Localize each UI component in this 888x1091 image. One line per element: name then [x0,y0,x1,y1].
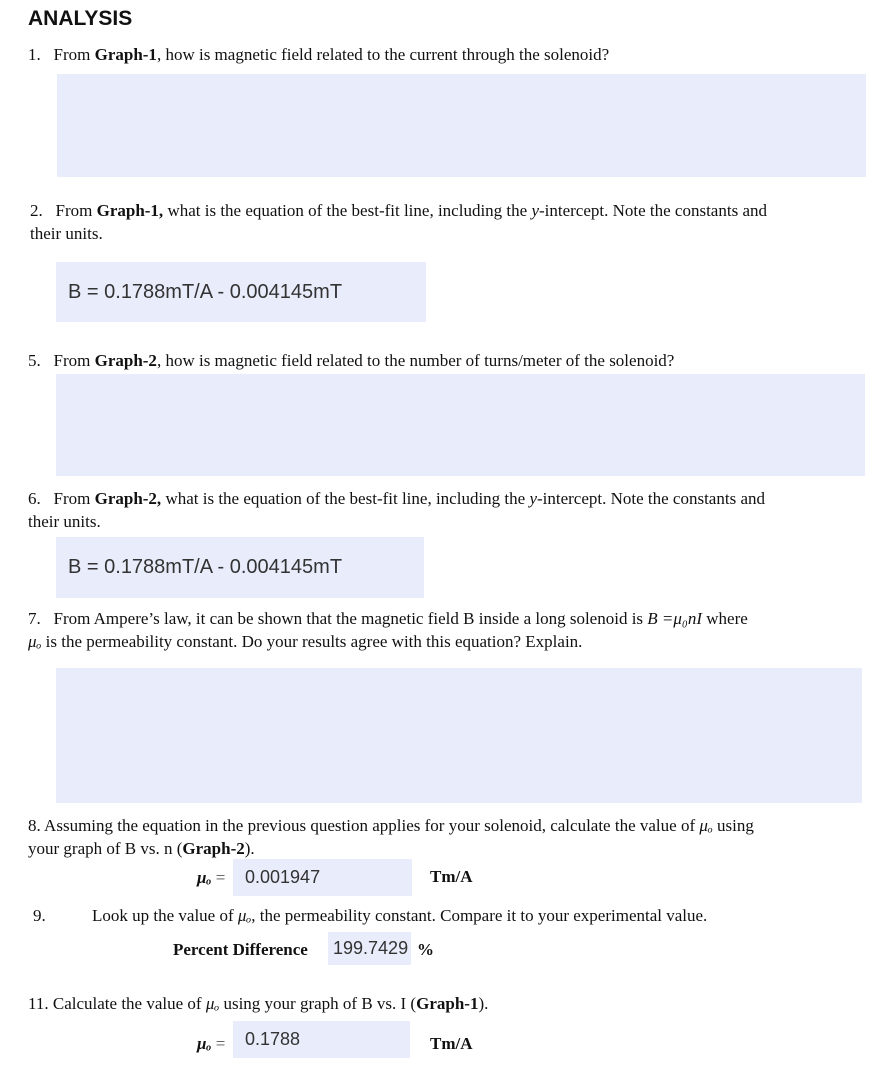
question-9 [33,904,46,927]
answer-6-field[interactable] [56,537,424,598]
question-number: 9. [33,906,46,925]
question-text: , how is magnetic field related to the current through the solenoid? [156,45,610,64]
mu-symbol: μₒ [205,994,220,1013]
graph-ref: Graph-2, [94,489,162,508]
mu-value-8-field[interactable] [233,859,412,896]
answer-1-field[interactable] [57,74,866,177]
question-text: where [702,609,748,628]
question-text-line2: is the permeability constant. Do your results agree with this equation? Explain. [41,632,583,651]
question-text: Look up the value of [92,906,238,925]
percent-unit: % [417,940,434,959]
question-11 [28,992,488,1015]
question-text-line2: your graph of B vs. n ( [28,839,183,858]
mu-value-11-field[interactable] [233,1021,410,1058]
question-text-line2: their units. [28,512,101,531]
graph-ref: Graph-2 [94,351,157,370]
question-text: using [712,816,754,835]
question-text: what is the equation of the best-fit line, including the [163,201,532,220]
question-2 [30,199,880,245]
mu-label-8 [197,866,225,889]
graph-ref: Graph-2 [182,839,245,858]
question-text: Assuming the equation in the previous question applies for your solenoid, calculate the value of [40,816,700,835]
question-number: 1. [28,45,41,64]
question-text: , the permeability constant. Compare it to your experimental value. [251,906,708,925]
mu-symbol: μₒ [197,868,212,887]
question-number: 6. [28,489,41,508]
graph-ref: Graph-1 [416,994,479,1013]
question-5 [28,349,674,372]
question-number: 2. [30,201,43,220]
unit-label: Tm/A [430,1034,473,1053]
question-text: From [53,489,95,508]
mu-symbol: μₒ [699,816,713,835]
question-9-text [92,904,707,927]
question-text: ). [244,839,255,858]
page-heading: ANALYSIS [28,7,133,30]
question-text: ). [478,994,489,1013]
answer-7-field[interactable] [56,668,862,803]
answer-5-field[interactable] [56,374,865,476]
graph-ref: Graph-1 [94,45,157,64]
question-1 [28,43,609,66]
y-variable: y [531,201,539,220]
question-number: 11. [28,994,49,1013]
question-text: From [53,351,95,370]
mu-symbol: μₒ [197,1034,212,1053]
unit-label: Tm/A [430,867,473,886]
mu-symbol: μₒ [28,632,42,651]
question-7 [28,607,878,653]
question-text: -intercept. Note the constants and [538,201,767,220]
question-text: -intercept. Note the constants and [536,489,765,508]
question-6 [28,487,878,533]
percent-difference-label: Percent Difference [173,940,308,959]
question-text-line2: their units. [30,224,103,243]
solenoid-equation: B =μ₀nI [647,609,703,628]
question-text: what is the equation of the best-fit line, including the [161,489,530,508]
equals-sign: = [211,868,226,887]
y-variable: y [529,489,537,508]
question-8 [28,814,878,860]
question-number: 7. [28,609,41,628]
mu-label-11 [197,1032,225,1055]
question-text: using your graph of B vs. I ( [219,994,417,1013]
graph-ref: Graph-1, [96,201,164,220]
question-text: From [55,201,97,220]
mu-symbol: μₒ [237,906,252,925]
question-text: From [53,45,95,64]
question-number: 8. [28,816,41,835]
answer-2-field[interactable] [56,262,426,322]
question-text: , how is magnetic field related to the number of turns/meter of the solenoid? [156,351,675,370]
question-text: From Ampere’s law, it can be shown that the magnetic field B inside a long solenoid is [53,609,648,628]
equals-sign: = [211,1034,226,1053]
question-number: 5. [28,351,41,370]
percent-difference-field[interactable] [328,932,411,965]
question-text: Calculate the value of [48,994,206,1013]
